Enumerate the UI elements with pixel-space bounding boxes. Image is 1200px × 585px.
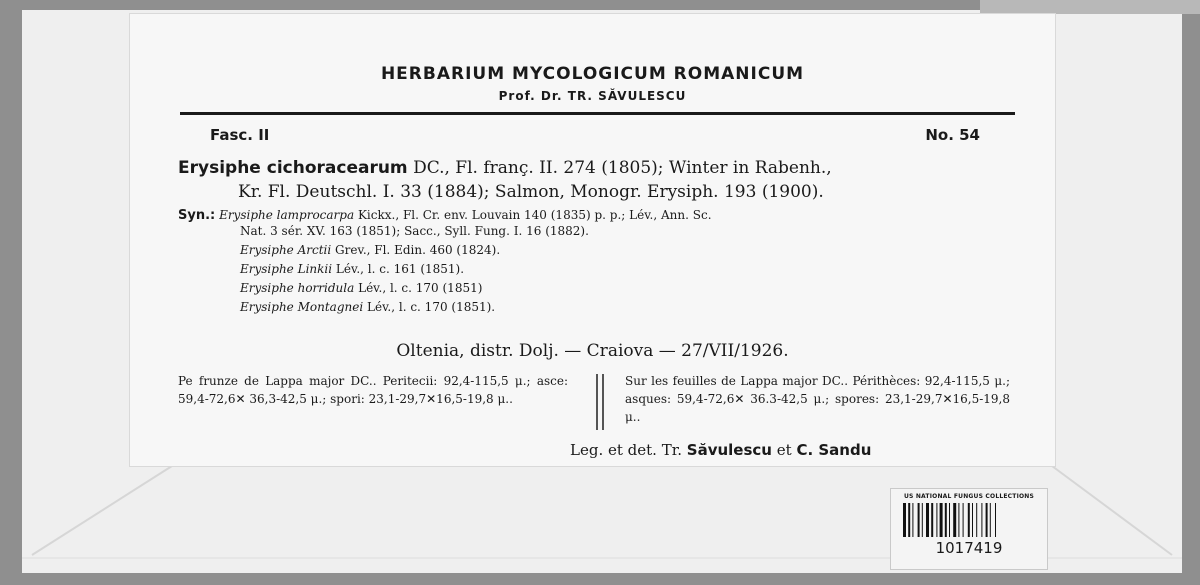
host-description-french: Sur les feuilles de Lappa major DC.. Périthèces: 92,4-115,5 μ.; asques: 59,4-72,6✕ 36.3-42,5 μ.; spores: 23,1-29,7✕16,5-19,8 μ.. — [625, 374, 1010, 424]
synonym-item — [240, 300, 1040, 315]
barcode-number: 1017419 — [935, 539, 1003, 557]
synonym-name: Erysiphe Arctii — [240, 243, 332, 257]
synonym-ref-continued: Nat. 3 sér. XV. 163 (1851); Sacc., Syll. Fung. I. 16 (1882). — [240, 224, 589, 238]
synonym-item — [240, 243, 1040, 258]
synonym-name: Erysiphe Linkii — [240, 262, 333, 276]
species-line — [178, 156, 1038, 180]
synonym-item — [178, 208, 1038, 223]
synonym-ref: Lév., l. c. 170 (1851). — [367, 300, 496, 314]
collector-line — [570, 441, 871, 459]
collector-name: Săvulescu — [686, 441, 772, 459]
synonym-item — [240, 281, 1040, 296]
synonyms-label: Syn.: — [178, 208, 216, 223]
collector-name: C. Sandu — [796, 441, 872, 459]
species-name: Erysiphe cichoracearum — [178, 158, 408, 178]
specimen-number: No. 54 — [925, 126, 980, 144]
collection-locality: Oltenia, distr. Dolj. — Craiova — 27/VII/1926. — [396, 341, 789, 361]
species-citation: DC., Fl. franç. II. 274 (1805); Winter in Rabenh., — [413, 158, 832, 178]
barcode-icon — [903, 503, 1037, 537]
title-rule — [180, 112, 1015, 115]
synonym-ref: Lév., l. c. 170 (1851) — [358, 281, 483, 295]
collector-conjunction: et — [776, 441, 792, 459]
barcode-label — [890, 488, 1048, 570]
collector-prefix: Leg. et det. Tr. — [570, 441, 682, 459]
synonym-name: Erysiphe horridula — [240, 281, 355, 295]
synonym-name: Erysiphe lamprocarpa — [219, 208, 355, 222]
species-citation-continued: Kr. Fl. Deutschl. I. 33 (1884); Salmon, Monogr. Erysiph. 193 (1900). — [238, 182, 824, 202]
synonym-ref: Lév., l. c. 161 (1851). — [335, 262, 465, 276]
synonym-item — [240, 262, 1040, 277]
envelope-top-strip — [980, 0, 1200, 14]
column-separator — [596, 374, 604, 430]
synonym-ref: Kickx., Fl. Cr. env. Louvain 140 (1835) p. p.; Lév., Ann. Sc. — [357, 208, 712, 222]
herbarium-label — [130, 14, 1055, 466]
herbarium-subtitle: Prof. Dr. TR. SĂVULESCU — [498, 89, 687, 103]
barcode-institution: US NATIONAL FUNGUS COLLECTIONS — [903, 493, 1035, 500]
synonym-name: Erysiphe Montagnei — [240, 300, 364, 314]
host-description-romanian: Pe frunze de Lappa major DC.. Peritecii: 92,4-115,5 μ.; asce: 59,4-72,6✕ 36,3-42,5 μ.; spori: 23,1-29,7✕16,5-19,8 μ.. — [178, 374, 568, 406]
fascicle-number: Fasc. II — [210, 126, 270, 144]
herbarium-title: HERBARIUM MYCOLOGICUM ROMANICUM — [380, 64, 805, 84]
synonym-ref: Grev., Fl. Edin. 460 (1824). — [335, 243, 501, 257]
